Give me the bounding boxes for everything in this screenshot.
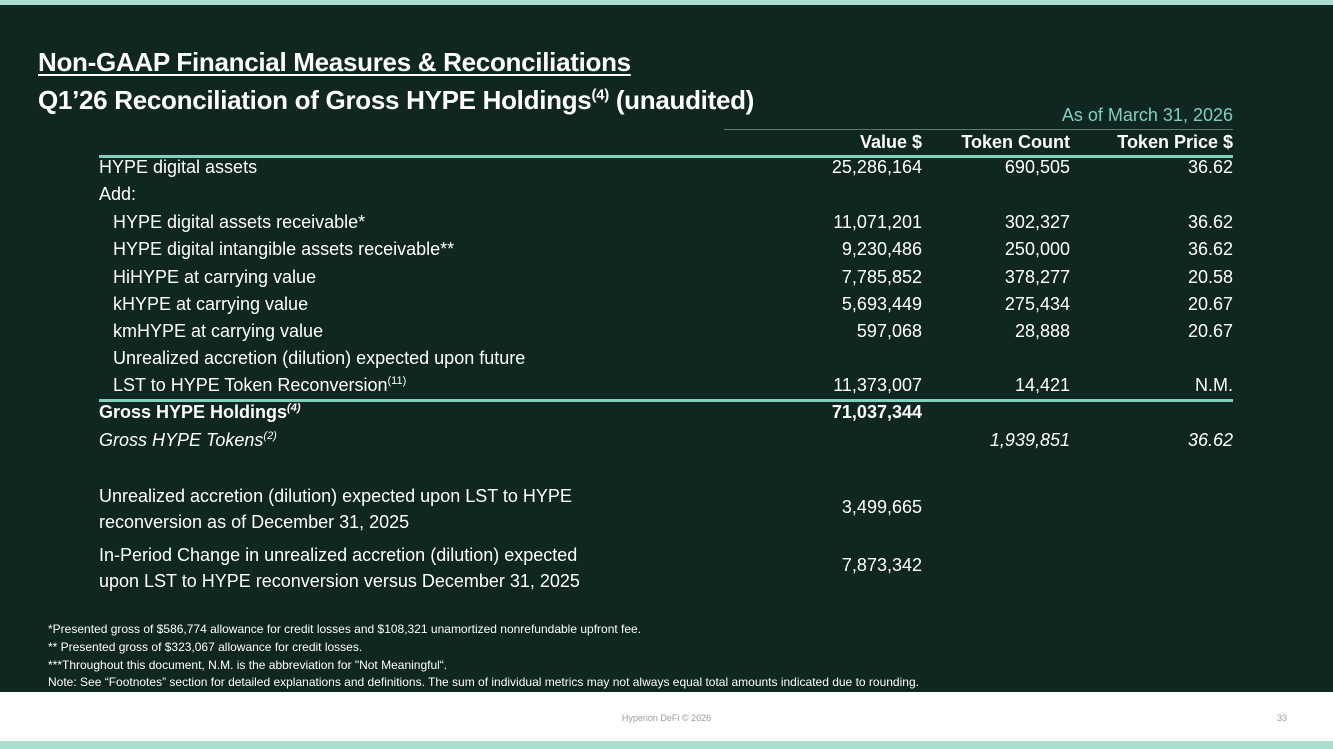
accretion-prior-line1: Unrealized accretion (dilution) expected upon LST to HYPE: [99, 486, 572, 506]
total-row: [0, 402, 1333, 429]
accretion-change-value: 7,873,342: [841, 555, 922, 575]
table-row: [0, 321, 1333, 348]
accretion-change-label: [99, 542, 580, 594]
total-label: [99, 402, 301, 423]
total-value: 71,037,344: [831, 402, 922, 422]
row-label: Add:: [99, 184, 137, 204]
row-price: 36.62: [1187, 157, 1233, 177]
row-count: 28,888: [1014, 321, 1070, 341]
footer-brand: Hyperion DeFi © 2026: [621, 713, 712, 723]
row-price: N.M.: [1195, 375, 1233, 395]
row-price: 20.58: [1187, 267, 1233, 287]
subtitle-footnote-ref: (4): [591, 86, 609, 104]
row-count: 250,000: [1004, 239, 1070, 259]
row-label: HYPE digital assets receivable*: [113, 212, 366, 232]
row-label: Unrealized accretion (dilution) expected upon future: [113, 348, 526, 368]
row-value: 9,230,486: [841, 239, 922, 259]
row-price: 36.62: [1187, 239, 1233, 259]
table-row: [0, 375, 1333, 402]
row-value: 11,373,007: [833, 375, 922, 395]
tokens-row: [0, 430, 1333, 457]
tokens-footnote-ref: (2): [263, 430, 277, 442]
row-label: HiHYPE at carrying value: [113, 267, 317, 287]
accretion-prior-line2: reconversion as of December 31, 2025: [99, 512, 410, 532]
row-count: 378,277: [1004, 267, 1070, 287]
column-header-price: Token Price $: [1117, 132, 1233, 152]
row-price: 36.62: [1187, 212, 1233, 232]
total-label-text: Gross HYPE Holdings: [99, 402, 288, 422]
row-count: 14,421: [1014, 375, 1070, 395]
table-row: [0, 348, 1333, 375]
column-header-value: Value $: [859, 132, 922, 152]
accretion-change-line2: upon LST to HYPE reconversion versus December 31, 2025: [99, 571, 580, 591]
page-subtitle: [38, 85, 754, 116]
table-row: [0, 267, 1333, 294]
subtitle-suffix: (unaudited): [608, 85, 755, 115]
row-value: 597,068: [856, 321, 922, 341]
accretion-prior-label: [99, 483, 572, 535]
table-row: [0, 157, 1333, 184]
column-header-count: Token Count: [961, 132, 1070, 152]
footnote: Note: See “Footnotes” section for detailed explanations and definitions. The sum of individual metrics may not always equal total amounts indicated due to rounding.: [48, 675, 919, 689]
footnote: ** Presented gross of $323,067 allowance for credit losses.: [48, 640, 363, 654]
bottom-accent-bar: [0, 741, 1333, 749]
accretion-change-line1: In-Period Change in unrealized accretion (dilution) expected: [99, 545, 578, 565]
page-number: 33: [1276, 713, 1287, 723]
as-of-date: As of March 31, 2026: [1061, 105, 1233, 125]
table-row: [0, 184, 1333, 211]
row-label: kHYPE at carrying value: [113, 294, 309, 314]
row-price: 20.67: [1187, 321, 1233, 341]
row-label: HYPE digital assets: [99, 157, 258, 177]
footnote: ***Throughout this document, N.M. is the abbreviation for "Not Meaningful“.: [48, 658, 448, 672]
as-of-divider: [724, 129, 1233, 130]
row-count: 275,434: [1004, 294, 1070, 314]
row-count: 302,327: [1004, 212, 1070, 232]
row-label: kmHYPE at carrying value: [113, 321, 324, 341]
row-count: 690,505: [1004, 157, 1070, 177]
tokens-count: 1,939,851: [989, 430, 1070, 450]
accretion-prior-value: 3,499,665: [841, 497, 922, 517]
tokens-label-text: Gross HYPE Tokens: [99, 430, 264, 450]
tokens-price: 36.62: [1187, 430, 1233, 450]
subtitle-text: Q1’26 Reconciliation of Gross HYPE Holdings: [38, 85, 592, 115]
row-value: 5,693,449: [841, 294, 922, 314]
row-label-text: LST to HYPE Token Reconversion: [113, 375, 388, 395]
row-label: [113, 375, 406, 396]
row-value: 25,286,164: [831, 157, 922, 177]
row-price: 20.67: [1187, 294, 1233, 314]
row-value: 11,071,201: [833, 212, 922, 232]
total-footnote-ref: (4): [287, 402, 301, 414]
page-title: Non-GAAP Financial Measures & Reconciliations: [38, 47, 631, 77]
table-row: [0, 212, 1333, 239]
table-row: [0, 239, 1333, 266]
row-label: HYPE digital intangible assets receivable**: [113, 239, 455, 259]
row-footnote-ref: (11): [387, 375, 407, 387]
table-row: [0, 294, 1333, 321]
footnote: *Presented gross of $586,774 allowance for credit losses and $108,321 unamortized nonrefundable upfront fee.: [48, 622, 642, 636]
tokens-label: [99, 430, 277, 451]
main-panel: [0, 5, 1333, 692]
row-value: 7,785,852: [841, 267, 922, 287]
